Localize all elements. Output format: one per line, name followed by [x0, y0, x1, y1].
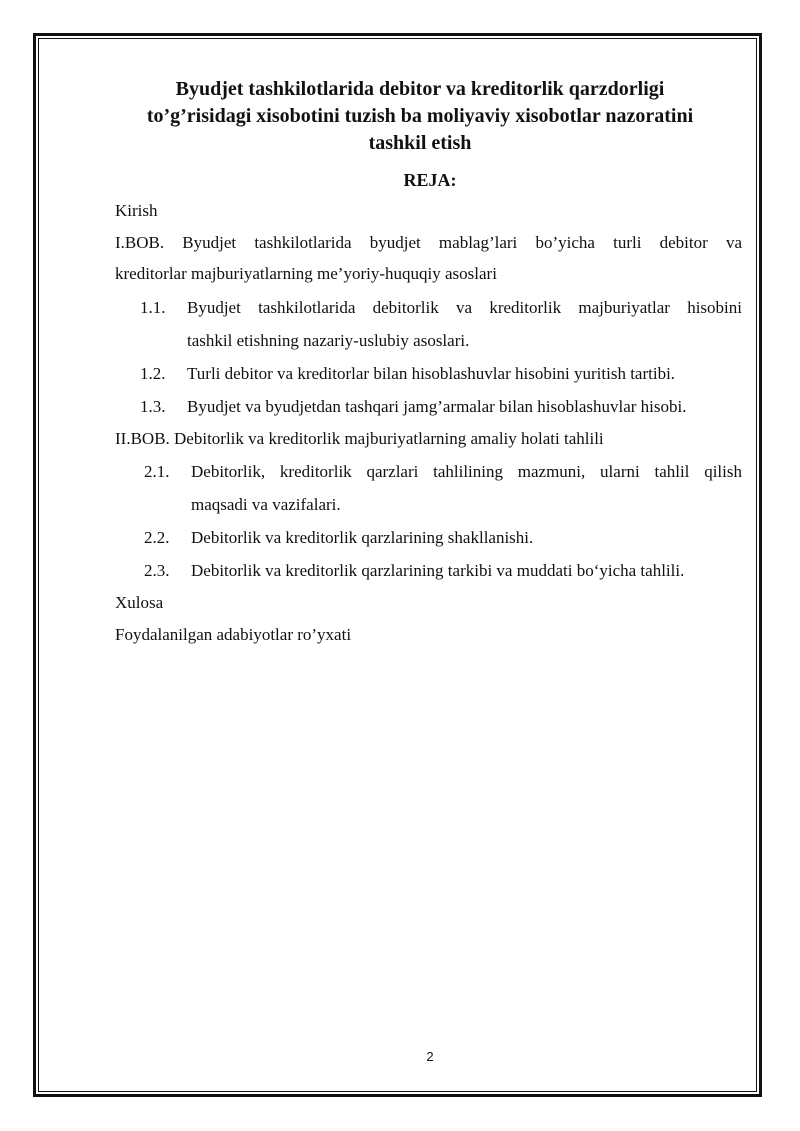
word: Debitorlik,: [191, 462, 266, 481]
toc-section-2-1-line1: [191, 460, 742, 484]
word: hisobini: [687, 298, 742, 317]
toc-section-1-1-line2: tashkil etishning nazariy-uslubiy asoslari.: [187, 331, 470, 350]
toc-chapter1-line2: kreditorlar majburiyatlarning me’yoriy-huquqiy asoslari: [115, 264, 497, 283]
word: byudjet: [369, 233, 421, 252]
toc-section-2-1-number: 2.1.: [144, 462, 170, 481]
toc-section-2-1-line2: maqsadi va vazifalari.: [191, 495, 341, 514]
word: debitor: [659, 233, 708, 252]
word: tashkilotlarida: [258, 298, 356, 317]
word: bo’yicha: [535, 233, 595, 252]
word: mazmuni,: [517, 462, 586, 481]
word: I.BOB.: [115, 233, 165, 252]
word: tashkilotlarida: [254, 233, 352, 252]
title-line-2: to’g’risidagi xisobotini tuzish ba moliyaviy xisobotlar nazoratini: [146, 105, 694, 127]
toc-section-2-2-number: 2.2.: [144, 528, 170, 547]
toc-section-1-3-number: 1.3.: [140, 397, 166, 416]
toc-section-1-1-line1: [187, 296, 742, 320]
word: debitorlik: [372, 298, 439, 317]
toc-section-2-3-number: 2.3.: [144, 561, 170, 580]
word: kreditorlik: [279, 462, 352, 481]
word: qarzlari: [366, 462, 419, 481]
word: kreditorlik: [489, 298, 562, 317]
word: mablag’lari: [438, 233, 518, 252]
word: va: [725, 233, 742, 252]
toc-section-2-2-line1: Debitorlik va kreditorlik qarzlarining shakllanishi.: [191, 528, 534, 547]
word: Byudjet: [187, 298, 241, 317]
word: tahlil: [654, 462, 690, 481]
toc-conclusion: Xulosa: [115, 593, 164, 612]
page-number: 2: [426, 1049, 434, 1064]
plan-heading: REJA:: [403, 170, 457, 190]
word: Byudjet: [182, 233, 237, 252]
word: turli: [613, 233, 642, 252]
toc-references: Foydalanilgan adabiyotlar ro’yxati: [115, 625, 352, 644]
toc-chapter2-line1: II.BOB. Debitorlik va kreditorlik majburiyatlarning amaliy holati tahlili: [115, 429, 604, 448]
toc-section-1-2-line1: Turli debitor va kreditorlar bilan hisoblashuvlar hisobini yuritish tartibi.: [187, 364, 676, 383]
toc-chapter1-line1: [115, 231, 742, 255]
toc-section-1-3-line1: Byudjet va byudjetdan tashqari jamg’armalar bilan hisoblashuvlar hisobi.: [187, 397, 687, 416]
word: qilish: [704, 462, 742, 481]
word: va: [456, 298, 473, 317]
document-title: [100, 76, 740, 157]
toc-section-1-2-number: 1.2.: [140, 364, 166, 383]
word: ularni: [600, 462, 640, 481]
word: majburiyatlar: [578, 298, 670, 317]
toc-intro: Kirish: [115, 201, 158, 220]
title-line-3: tashkil etish: [368, 132, 472, 154]
word: tahlilining: [433, 462, 503, 481]
toc-section-1-1-number: 1.1.: [140, 298, 166, 317]
toc-section-2-3-line1: Debitorlik va kreditorlik qarzlarining tarkibi va muddati bo‘yicha tahlili.: [191, 561, 685, 580]
title-line-1: Byudjet tashkilotlarida debitor va kreditorlik qarzdorligi: [175, 78, 665, 100]
